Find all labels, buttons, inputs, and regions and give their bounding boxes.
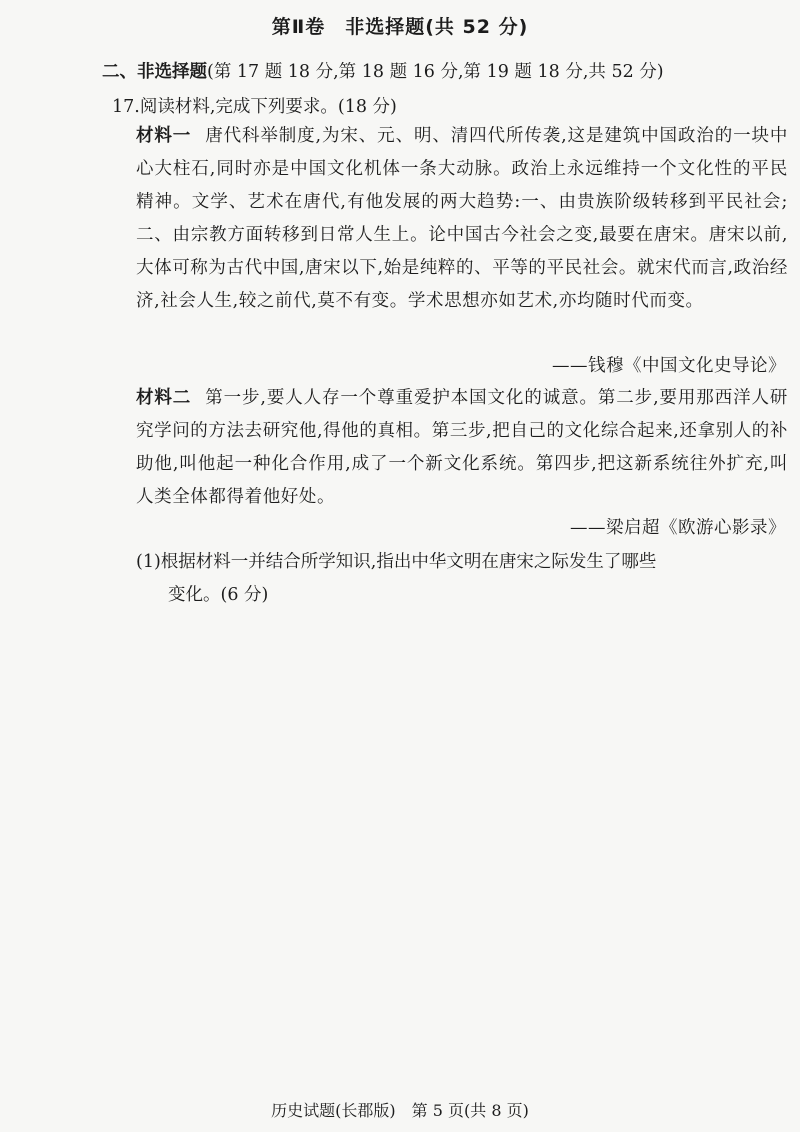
material-one	[136, 120, 788, 318]
page-footer: 历史试题(长郡版) 第 5 页(共 8 页)	[271, 1101, 529, 1120]
material-one-text: 唐代科举制度,为宋、元、明、清四代所传袭,这是建筑中国政治的一块中心大柱石,同时亦是中国文化机体一条大动脉。政治上永远维持一个文化性的平民精神。文学、艺术在唐代,有他发展的两大趋势:一、由贵族阶级转移到平民社会;二、由宗教方面转移到日常人生上。论中国古今社会之变,最要在唐宋。唐宋以前,大体可称为古代中国,唐宋以下,始是纯粹的、平等的平民社会。就宋代而言,政治经济,社会人生,较之前代,莫不有变。学术思想亦如艺术,亦均随时代而变。	[136, 126, 788, 311]
material-two	[136, 382, 788, 514]
volume-title: 第Ⅱ卷 非选择题(共 52 分)	[271, 16, 529, 38]
question-stem: 17.阅读材料,完成下列要求。(18 分)	[112, 97, 397, 117]
material-two-source: ——梁启超《欧游心影录》	[570, 518, 786, 538]
section-label: 二、非选择题	[102, 62, 207, 82]
material-two-label: 材料二	[136, 388, 192, 408]
sub-question-1-line2: 变化。(6 分)	[168, 585, 269, 605]
sub-question-1-line1: (1)根据材料一并结合所学知识,指出中华文明在唐宋之际发生了哪些	[136, 552, 657, 572]
section-heading	[102, 58, 664, 83]
material-one-source: ——钱穆《中国文化史导论》	[552, 356, 786, 376]
section-note: (第 17 题 18 分,第 18 题 16 分,第 19 题 18 分,共 52 分)	[207, 62, 664, 82]
sub-question-1	[136, 546, 786, 612]
material-one-label: 材料一	[136, 126, 192, 146]
material-two-text: 第一步,要人人存一个尊重爱护本国文化的诚意。第二步,要用那西洋人研究学问的方法去研究他,得他的真相。第三步,把自己的文化综合起来,还拿别人的补助他,叫他起一种化合作用,成了一个新文化系统。第四步,把这新系统往外扩充,叫人类全体都得着他好处。	[136, 388, 788, 507]
